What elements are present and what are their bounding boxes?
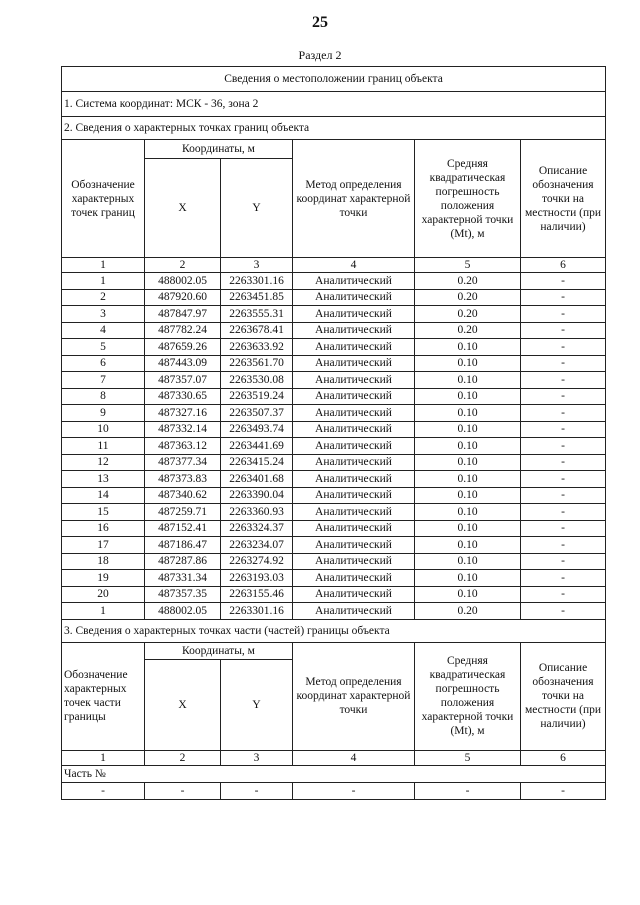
empty-cell: - — [293, 782, 415, 799]
point-number-cell: 19 — [62, 570, 145, 587]
accuracy-cell: 0.20 — [415, 306, 521, 323]
description-cell: - — [521, 586, 606, 603]
parts-header-accuracy: Средняя квадратическая погрешность положения характерной точки (Mt), м — [415, 642, 521, 750]
column-number: 5 — [415, 750, 521, 765]
table-row — [62, 504, 606, 521]
point-number-cell: 18 — [62, 553, 145, 570]
y-coordinate-cell: 2263390.04 — [221, 487, 293, 504]
point-number-cell: 12 — [62, 454, 145, 471]
y-coordinate-cell: 2263507.37 — [221, 405, 293, 422]
table-row — [62, 289, 606, 306]
x-coordinate-cell: 487259.71 — [145, 504, 221, 521]
section-label: Раздел 2 — [298, 48, 342, 62]
header-accuracy: Средняя квадратическая погрешность положения характерной точки (Mt), м — [415, 140, 521, 258]
x-coordinate-cell: 487357.35 — [145, 586, 221, 603]
y-coordinate-cell: 2263555.31 — [221, 306, 293, 323]
method-cell: Аналитический — [293, 289, 415, 306]
point-number-cell: 10 — [62, 421, 145, 438]
accuracy-cell: 0.10 — [415, 570, 521, 587]
description-cell: - — [521, 322, 606, 339]
description-cell: - — [521, 388, 606, 405]
point-number-cell: 16 — [62, 520, 145, 537]
table-row — [62, 438, 606, 455]
column-number: 6 — [521, 750, 606, 765]
table-row — [62, 454, 606, 471]
y-coordinate-cell: 2263519.24 — [221, 388, 293, 405]
x-coordinate-cell: 487363.12 — [145, 438, 221, 455]
accuracy-cell: 0.10 — [415, 520, 521, 537]
accuracy-cell: 0.10 — [415, 388, 521, 405]
description-cell: - — [521, 273, 606, 290]
table-row — [62, 586, 606, 603]
parts-header-method: Метод определения координат характерной точки — [293, 642, 415, 750]
table-row — [62, 405, 606, 422]
x-coordinate-cell: 487659.26 — [145, 339, 221, 356]
point-number-cell: 20 — [62, 586, 145, 603]
x-coordinate-cell: 488002.05 — [145, 273, 221, 290]
method-cell: Аналитический — [293, 322, 415, 339]
description-cell: - — [521, 372, 606, 389]
column-number: 1 — [62, 258, 145, 273]
x-coordinate-cell: 487340.62 — [145, 487, 221, 504]
x-coordinate-cell: 487847.97 — [145, 306, 221, 323]
method-cell: Аналитический — [293, 438, 415, 455]
accuracy-cell: 0.10 — [415, 553, 521, 570]
points-section-title: 2. Сведения о характерных точках границ объекта — [62, 117, 606, 140]
method-cell: Аналитический — [293, 388, 415, 405]
accuracy-cell: 0.20 — [415, 322, 521, 339]
description-cell: - — [521, 553, 606, 570]
point-number-cell: 11 — [62, 438, 145, 455]
y-coordinate-cell: 2263530.08 — [221, 372, 293, 389]
table-row — [62, 322, 606, 339]
accuracy-cell: 0.10 — [415, 339, 521, 356]
column-number: 6 — [521, 258, 606, 273]
header-method: Метод определения координат характерной точки — [293, 140, 415, 258]
parts-column-numbers-row — [62, 750, 606, 765]
x-coordinate-cell: 487377.34 — [145, 454, 221, 471]
table-row — [62, 273, 606, 290]
accuracy-cell: 0.10 — [415, 586, 521, 603]
coordinate-system: 1. Система координат: МСК - 36, зона 2 — [62, 92, 606, 117]
x-coordinate-cell: 487330.65 — [145, 388, 221, 405]
parts-header-x: X — [145, 659, 221, 750]
accuracy-cell: 0.20 — [415, 273, 521, 290]
x-coordinate-cell: 487331.34 — [145, 570, 221, 587]
empty-row — [62, 782, 606, 799]
y-coordinate-cell: 2263324.37 — [221, 520, 293, 537]
x-coordinate-cell: 487332.14 — [145, 421, 221, 438]
parts-header-y: Y — [221, 659, 293, 750]
description-cell: - — [521, 454, 606, 471]
description-cell: - — [521, 355, 606, 372]
table-row — [62, 421, 606, 438]
accuracy-cell: 0.20 — [415, 603, 521, 620]
header-x: X — [145, 159, 221, 258]
x-coordinate-cell: 487373.83 — [145, 471, 221, 488]
header-y: Y — [221, 159, 293, 258]
page-number: 25 — [312, 14, 328, 31]
method-cell: Аналитический — [293, 471, 415, 488]
description-cell: - — [521, 570, 606, 587]
point-number-cell: 4 — [62, 322, 145, 339]
table-row — [62, 306, 606, 323]
description-cell: - — [521, 504, 606, 521]
method-cell: Аналитический — [293, 487, 415, 504]
parts-header-coordinates: Координаты, м — [145, 642, 293, 659]
x-coordinate-cell: 487920.60 — [145, 289, 221, 306]
point-number-cell: 3 — [62, 306, 145, 323]
parts-section-title: 3. Сведения о характерных точках части (частей) границы объекта — [62, 619, 606, 642]
table-row — [62, 388, 606, 405]
point-number-cell: 15 — [62, 504, 145, 521]
y-coordinate-cell: 2263678.41 — [221, 322, 293, 339]
empty-cell: - — [221, 782, 293, 799]
boundary-table — [61, 66, 606, 800]
point-number-cell: 5 — [62, 339, 145, 356]
empty-cell: - — [145, 782, 221, 799]
y-coordinate-cell: 2263561.70 — [221, 355, 293, 372]
description-cell: - — [521, 405, 606, 422]
part-label: Часть № — [62, 765, 606, 782]
y-coordinate-cell: 2263441.69 — [221, 438, 293, 455]
point-number-cell: 1 — [62, 273, 145, 290]
table-row — [62, 355, 606, 372]
table-row — [62, 553, 606, 570]
parts-header-point-designation: Обозначение характерных точек части границы — [62, 642, 145, 750]
accuracy-cell: 0.10 — [415, 405, 521, 422]
x-coordinate-cell: 487287.86 — [145, 553, 221, 570]
x-coordinate-cell: 487443.09 — [145, 355, 221, 372]
accuracy-cell: 0.10 — [415, 487, 521, 504]
y-coordinate-cell: 2263301.16 — [221, 273, 293, 290]
description-cell: - — [521, 339, 606, 356]
header-description: Описание обозначения точки на местности (при наличии) — [521, 140, 606, 258]
description-cell: - — [521, 603, 606, 620]
accuracy-cell: 0.10 — [415, 438, 521, 455]
y-coordinate-cell: 2263234.07 — [221, 537, 293, 554]
method-cell: Аналитический — [293, 273, 415, 290]
header-point-designation: Обозначение характерных точек границ — [62, 140, 145, 258]
point-number-cell: 6 — [62, 355, 145, 372]
parts-header-description: Описание обозначения точки на местности (при наличии) — [521, 642, 606, 750]
column-number: 2 — [145, 750, 221, 765]
method-cell: Аналитический — [293, 553, 415, 570]
column-numbers-row — [62, 258, 606, 273]
x-coordinate-cell: 487782.24 — [145, 322, 221, 339]
y-coordinate-cell: 2263193.03 — [221, 570, 293, 587]
y-coordinate-cell: 2263301.16 — [221, 603, 293, 620]
method-cell: Аналитический — [293, 586, 415, 603]
table-title: Сведения о местоположении границ объекта — [62, 67, 606, 92]
description-cell: - — [521, 471, 606, 488]
header-coordinates: Координаты, м — [145, 140, 293, 159]
table-row — [62, 603, 606, 620]
empty-cell: - — [415, 782, 521, 799]
column-number: 1 — [62, 750, 145, 765]
point-number-cell: 14 — [62, 487, 145, 504]
x-coordinate-cell: 487186.47 — [145, 537, 221, 554]
y-coordinate-cell: 2263274.92 — [221, 553, 293, 570]
accuracy-cell: 0.10 — [415, 504, 521, 521]
y-coordinate-cell: 2263415.24 — [221, 454, 293, 471]
column-number: 4 — [293, 750, 415, 765]
x-coordinate-cell: 487357.07 — [145, 372, 221, 389]
x-coordinate-cell: 487327.16 — [145, 405, 221, 422]
y-coordinate-cell: 2263155.46 — [221, 586, 293, 603]
column-number: 2 — [145, 258, 221, 273]
method-cell: Аналитический — [293, 454, 415, 471]
method-cell: Аналитический — [293, 306, 415, 323]
table-row — [62, 537, 606, 554]
description-cell: - — [521, 537, 606, 554]
accuracy-cell: 0.10 — [415, 537, 521, 554]
accuracy-cell: 0.10 — [415, 471, 521, 488]
x-coordinate-cell: 488002.05 — [145, 603, 221, 620]
y-coordinate-cell: 2263633.92 — [221, 339, 293, 356]
method-cell: Аналитический — [293, 421, 415, 438]
method-cell: Аналитический — [293, 339, 415, 356]
table-row — [62, 487, 606, 504]
point-number-cell: 7 — [62, 372, 145, 389]
point-number-cell: 8 — [62, 388, 145, 405]
point-number-cell: 1 — [62, 603, 145, 620]
method-cell: Аналитический — [293, 405, 415, 422]
method-cell: Аналитический — [293, 372, 415, 389]
description-cell: - — [521, 438, 606, 455]
point-number-cell: 9 — [62, 405, 145, 422]
method-cell: Аналитический — [293, 537, 415, 554]
description-cell: - — [521, 421, 606, 438]
column-number: 4 — [293, 258, 415, 273]
method-cell: Аналитический — [293, 570, 415, 587]
accuracy-cell: 0.10 — [415, 355, 521, 372]
column-number: 5 — [415, 258, 521, 273]
method-cell: Аналитический — [293, 504, 415, 521]
accuracy-cell: 0.10 — [415, 454, 521, 471]
accuracy-cell: 0.10 — [415, 372, 521, 389]
point-number-cell: 17 — [62, 537, 145, 554]
y-coordinate-cell: 2263401.68 — [221, 471, 293, 488]
empty-cell: - — [521, 782, 606, 799]
y-coordinate-cell: 2263360.93 — [221, 504, 293, 521]
table-row — [62, 570, 606, 587]
y-coordinate-cell: 2263451.85 — [221, 289, 293, 306]
column-number: 3 — [221, 750, 293, 765]
method-cell: Аналитический — [293, 355, 415, 372]
table-row — [62, 471, 606, 488]
accuracy-cell: 0.20 — [415, 289, 521, 306]
method-cell: Аналитический — [293, 603, 415, 620]
y-coordinate-cell: 2263493.74 — [221, 421, 293, 438]
x-coordinate-cell: 487152.41 — [145, 520, 221, 537]
empty-cell: - — [62, 782, 145, 799]
table-row — [62, 520, 606, 537]
method-cell: Аналитический — [293, 520, 415, 537]
column-number: 3 — [221, 258, 293, 273]
description-cell: - — [521, 306, 606, 323]
description-cell: - — [521, 487, 606, 504]
point-number-cell: 2 — [62, 289, 145, 306]
table-row — [62, 339, 606, 356]
point-number-cell: 13 — [62, 471, 145, 488]
description-cell: - — [521, 289, 606, 306]
table-row — [62, 372, 606, 389]
accuracy-cell: 0.10 — [415, 421, 521, 438]
description-cell: - — [521, 520, 606, 537]
